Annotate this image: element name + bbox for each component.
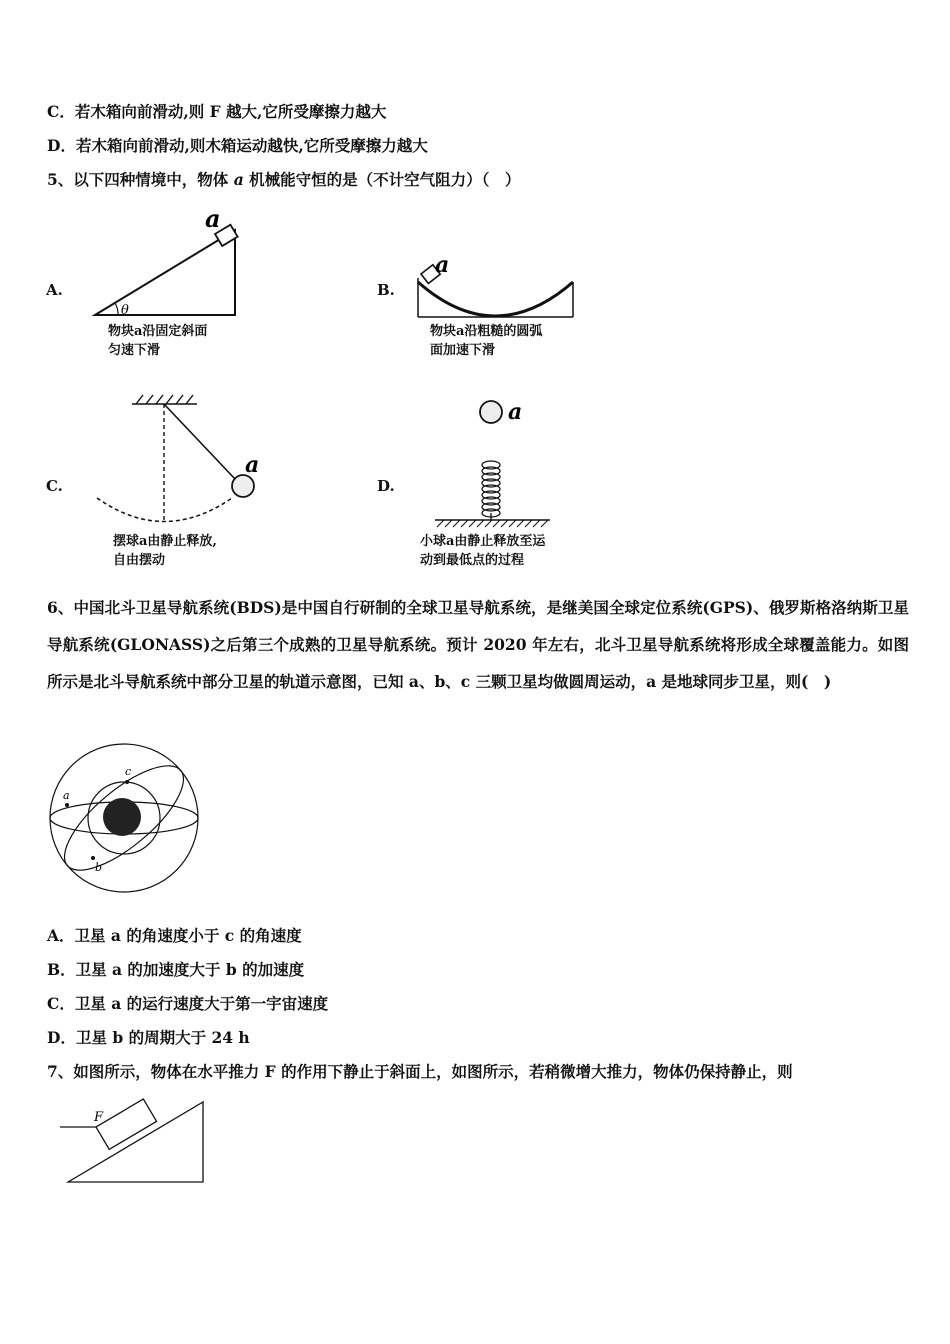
q5-stem-var: a (233, 170, 244, 189)
object-a-label: a (508, 399, 523, 425)
q6-option-d: D．卫星 b 的周期大于 24 h (47, 1028, 250, 1047)
pendulum-ball (232, 475, 254, 497)
q7-stem: 7、如图所示，物体在水平推力 F 的作用下静止于斜面上，如图所示，若稍微增大推力，物体仍保持静止，则 (47, 1062, 793, 1081)
q5-figure-a-caption-2: 匀速下滑 (108, 343, 161, 358)
object-a-label: a (245, 452, 260, 478)
object-a-label: a (205, 204, 221, 233)
satellite-a-label: a (63, 789, 70, 802)
q5-figure-d-caption-2: 动到最低点的过程 (420, 553, 525, 568)
q5-stem (47, 170, 520, 190)
satellite-a-dot (65, 803, 69, 807)
angle-theta-label: θ (121, 303, 129, 318)
earth (103, 798, 141, 836)
spring-coils (482, 461, 500, 517)
q5-figure-d-caption-1: 小球a由静止释放至运 (420, 534, 546, 549)
arc-surface (418, 282, 573, 316)
ceiling-hatching (136, 395, 193, 404)
q5-figure-a-caption-1: 物块a沿固定斜面 (108, 324, 208, 339)
q5-figure-b-caption-1: 物块a沿粗糙的圆弧 (430, 324, 543, 339)
q6-option-c: C．卫星 a 的运行速度大于第一宇宙速度 (47, 994, 329, 1013)
q4-option-c: C．若木箱向前滑动,则 F 越大,它所受摩擦力越大 (47, 102, 387, 121)
satellite-b-label: b (95, 861, 103, 874)
angle-arc (115, 303, 118, 315)
q5-figure-c-caption-1: 摆球a由静止释放, (113, 534, 217, 549)
q5-figure-c-caption-2: 自由摆动 (113, 553, 166, 568)
q6-option-b: B．卫星 a 的加速度大于 b 的加速度 (47, 960, 305, 979)
pendulum-string (164, 404, 235, 479)
object-a-label: a (435, 252, 450, 278)
q5-figure-d-spring (435, 395, 555, 530)
q5-stem-post: 机械能守恒的是（不计空气阻力）（ ） (243, 170, 521, 189)
q6-orbit-figure (48, 742, 200, 894)
q7-incline-figure (58, 1097, 208, 1187)
q5-label-b: B. (377, 281, 395, 299)
force-f-label: F (94, 1110, 104, 1125)
q4-option-d: D．若木箱向前滑动,则木箱运动越快,它所受摩擦力越大 (47, 136, 428, 155)
q5-label-a: A. (46, 281, 63, 299)
q5-figure-b-arc (415, 250, 577, 330)
block (96, 1099, 157, 1149)
ground-hatching (437, 520, 548, 527)
incline-triangle (95, 230, 235, 315)
q5-stem-pre: 5、以下四种情境中，物体 (47, 170, 234, 189)
q5-figure-b-caption-2: 面加速下滑 (430, 343, 496, 358)
ball (480, 401, 502, 423)
q5-figure-a-incline (90, 205, 250, 320)
satellite-c-dot (125, 780, 129, 784)
q5-label-d: D. (377, 477, 395, 495)
q5-label-c: C. (46, 477, 63, 495)
q6-option-a: A．卫星 a 的角速度小于 c 的角速度 (47, 926, 302, 945)
q6-stem: 6、中国北斗卫星导航系统(BDS)是中国自行研制的全球卫星导航系统，是继美国全球定位系统(GPS)、俄罗斯格洛纳斯卫星导航系统(GLONASS)之后第三个成熟的卫星导航系统。预计 2020 年左右，北斗卫星导航系统将形成全球覆盖能力。如图所示是北斗导航系统中部分卫星的轨道示意图，已知 a、b、c 三颗卫星均做圆周运动，a 是地球同步卫星，则( ) (47, 598, 909, 691)
satellite-b-dot (91, 856, 95, 860)
satellite-c-label: c (125, 765, 132, 778)
q5-figure-c-pendulum (92, 390, 267, 530)
